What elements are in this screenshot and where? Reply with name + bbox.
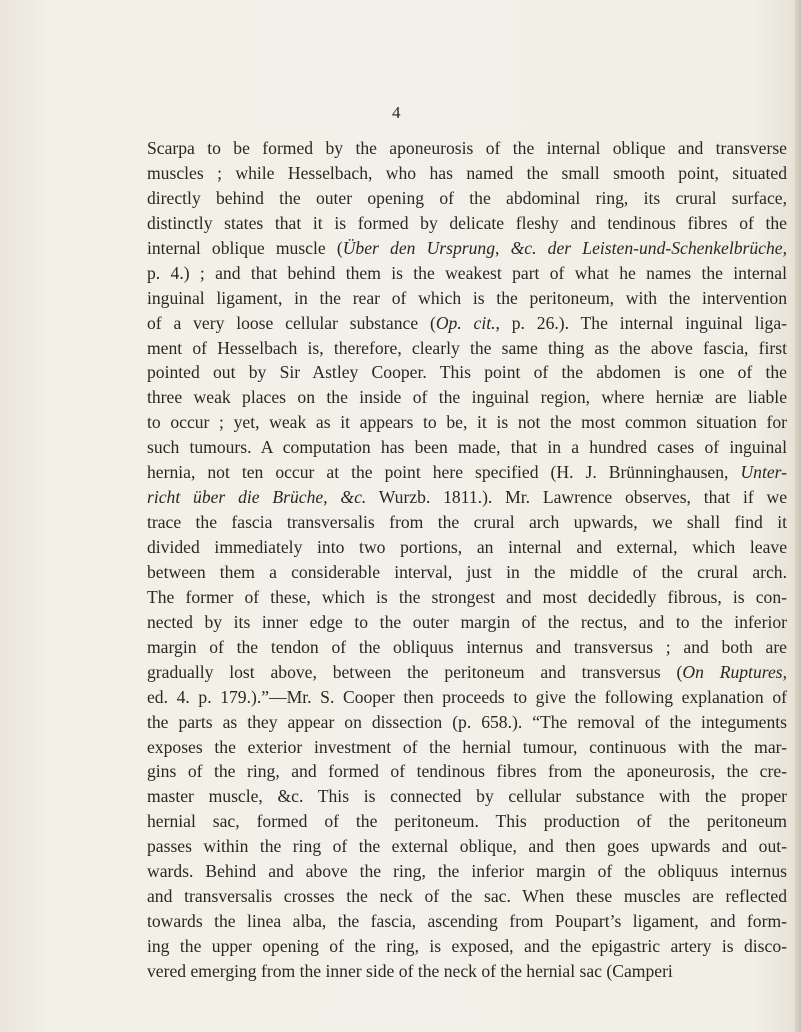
text-line: the parts as they appear on dissection (p. 658.). “The removal of the integuments (147, 711, 787, 732)
text-line: Scarpa to be formed by the aponeurosis of the internal oblique and transverse (147, 138, 787, 158)
text-line: and transversalis crosses the neck of the sac. When these muscles are reflected (147, 886, 787, 907)
text-line: divided immediately into two portions, an internal and external, which leave (147, 537, 787, 557)
text-line: nected by its inner edge to the outer margin of the rectus, and to the inferior (147, 611, 787, 632)
page-number: 4 (392, 103, 401, 122)
text-line: directly behind the outer opening of the abdominal ring, its crural surface, (147, 187, 787, 208)
text-line: exposes the exterior investment of the hernial tumour, continuous with the mar- (147, 736, 787, 757)
body-text (147, 136, 787, 984)
text-line: The former of these, which is the strongest and most decidedly fibrous, is con- (147, 586, 787, 607)
text-line: towards the linea alba, the fascia, ascending from Poupart’s ligament, and form- (147, 911, 787, 932)
text-line: such tumours. A computation has been made, that in a hundred cases of inguinal (147, 437, 787, 458)
text-line: p. 4.) ; and that behind them is the weakest part of what he names the internal (147, 262, 787, 283)
text-line: to occur ; yet, weak as it appears to be, it is not the most common situation for (147, 412, 787, 433)
text-line: ment of Hesselbach is, therefore, clearly the same thing as the above fascia, first (147, 337, 787, 358)
text-line: of a very loose cellular substance (Op. cit., p. 26.). The internal inguinal liga- (147, 312, 787, 333)
text-line: gradually lost above, between the peritoneum and transversus (On Ruptures, (147, 661, 787, 682)
text-line: distinctly states that it is formed by delicate fleshy and tendinous fibres of the (147, 212, 787, 233)
text-line: gins of the ring, and formed of tendinous fibres from the aponeurosis, the cre- (147, 761, 787, 782)
text-line: three weak places on the inside of the inguinal region, where herniæ are liable (147, 387, 787, 408)
text-line: muscles ; while Hesselbach, who has named the small smooth point, situated (147, 162, 787, 183)
text-line: between them a considerable interval, just in the middle of the crural arch. (147, 561, 787, 582)
page-edge-shadow (795, 0, 801, 1032)
text-line: inguinal ligament, in the rear of which is the peritoneum, with the intervention (147, 287, 787, 308)
text-line: hernial sac, formed of the peritoneum. This production of the peritoneum (147, 811, 787, 832)
text-line: wards. Behind and above the ring, the inferior margin of the obliquus internus (147, 861, 787, 882)
text-line: ing the upper opening of the ring, is exposed, and the epigastric artery is disco- (147, 936, 787, 956)
text-line: ed. 4. p. 179.).”—Mr. S. Cooper then proceeds to give the following explanation of (147, 686, 787, 707)
text-line: pointed out by Sir Astley Cooper. This point of the abdomen is one of the (147, 362, 787, 383)
text-line: hernia, not ten occur at the point here specified (H. J. Brünninghausen, Unter- (147, 462, 787, 483)
text-line: richt über die Brüche, &c. Wurzb. 1811.). Mr. Lawrence observes, that if we (147, 487, 787, 508)
text-line: internal oblique muscle (Über den Ursprung, &c. der Leisten-und-Schenkelbrüche, (147, 237, 787, 258)
text-line: margin of the tendon of the obliquus internus and transversus ; and both are (147, 636, 787, 657)
text-line: master muscle, &c. This is connected by cellular substance with the proper (147, 786, 787, 807)
text-line: vered emerging from the inner side of the neck of the hernial sac (Camperi (147, 960, 673, 981)
text-line: passes within the ring of the external oblique, and then goes upwards and out- (147, 836, 787, 857)
text-line: trace the fascia transversalis from the crural arch upwards, we shall find it (147, 512, 787, 533)
